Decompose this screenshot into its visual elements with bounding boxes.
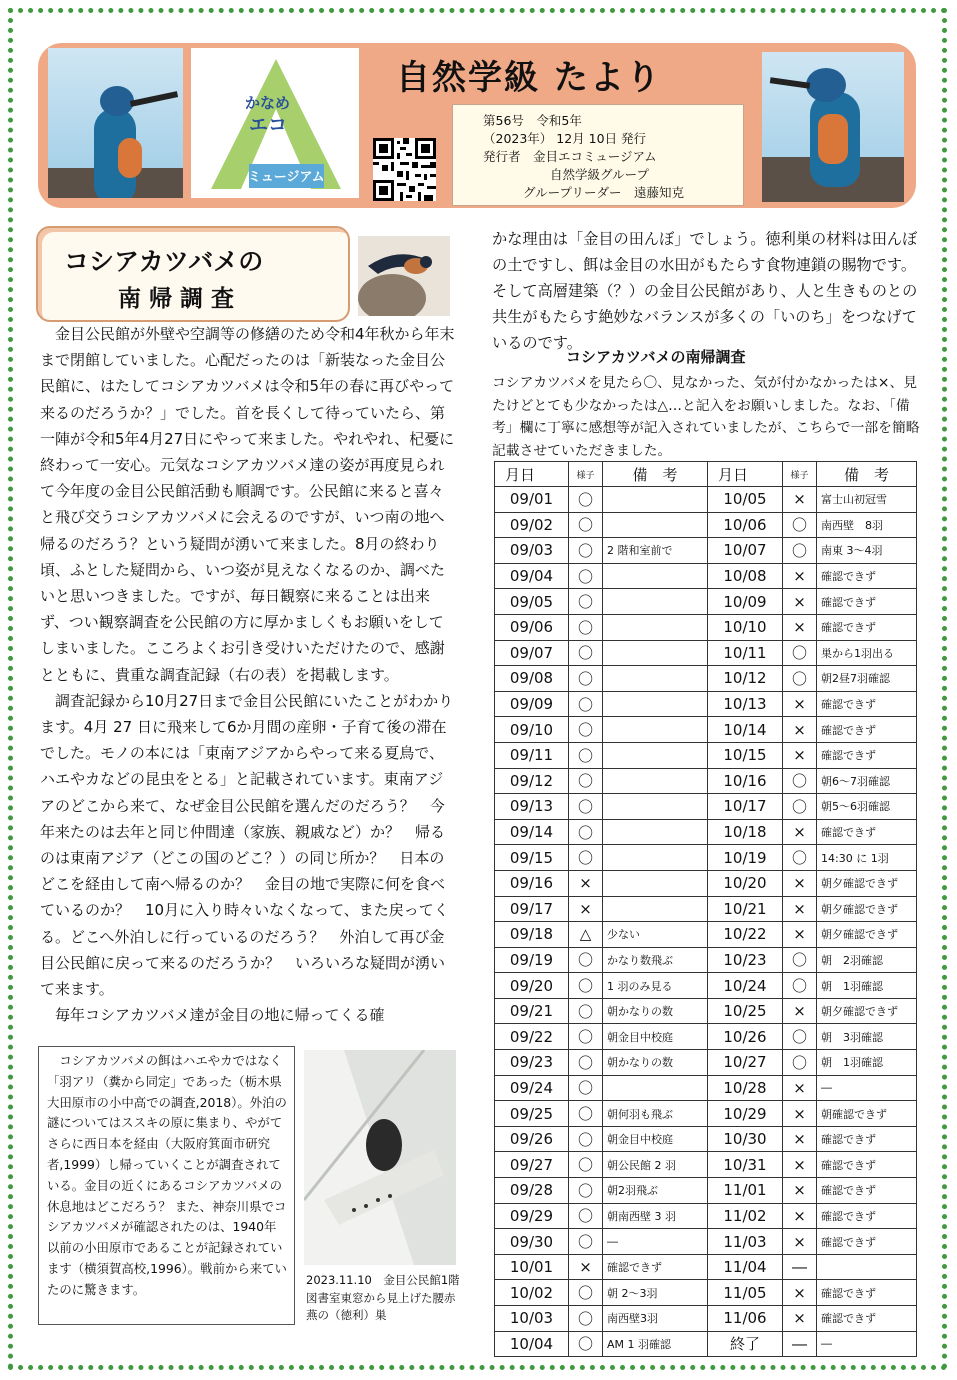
row-date: 09/09 <box>495 691 569 717</box>
row-remark <box>603 563 708 589</box>
row-status: 〇 <box>569 1126 603 1152</box>
row-date: 11/04 <box>708 1254 783 1280</box>
row-status: 〇 <box>569 1306 603 1332</box>
row-date: 09/21 <box>495 998 569 1024</box>
row-date: 09/06 <box>495 614 569 640</box>
row-remark: 朝 3羽確認 <box>817 1024 917 1050</box>
row-remark: 富士山初冠雪 <box>817 487 917 513</box>
row-status: 〇 <box>569 614 603 640</box>
row-date: 10/31 <box>708 1152 783 1178</box>
article-body <box>40 321 455 1028</box>
newsletter-title: 自然学級 たより <box>396 58 662 98</box>
table-row <box>495 538 917 564</box>
row-status: × <box>783 870 817 896</box>
qr-code[interactable] <box>373 138 436 201</box>
row-remark: 確認できず <box>817 1126 917 1152</box>
row-status: 〇 <box>569 742 603 768</box>
row-status: × <box>783 1152 817 1178</box>
row-remark: 2 階和室前で <box>603 538 708 564</box>
row-remark: 確認できず <box>817 691 917 717</box>
row-remark <box>603 1075 708 1101</box>
row-date: 09/16 <box>495 870 569 896</box>
row-status: 〇 <box>783 768 817 794</box>
row-remark: 巣から1羽出る <box>817 640 917 666</box>
table-row <box>495 947 917 973</box>
row-date: 09/05 <box>495 589 569 615</box>
table-row <box>495 896 917 922</box>
group-name: 自然学級グループ <box>550 167 650 182</box>
table-row <box>495 870 917 896</box>
row-remark: 朝 1羽確認 <box>817 1050 917 1076</box>
table-row <box>495 512 917 538</box>
logo-text-museum: ミュージアム <box>248 170 325 185</box>
row-remark <box>603 742 708 768</box>
row-date: 10/01 <box>495 1254 569 1280</box>
header-remarks: 備 考 <box>603 462 708 487</box>
row-date: 10/28 <box>708 1075 783 1101</box>
row-status: × <box>783 589 817 615</box>
row-status: 〇 <box>783 845 817 871</box>
table-row <box>495 691 917 717</box>
row-status: 〇 <box>783 538 817 564</box>
header-date: 月日 <box>708 462 783 487</box>
table-row <box>495 1280 917 1306</box>
row-status: 〇 <box>569 794 603 820</box>
row-date: 09/18 <box>495 922 569 948</box>
row-status: 〇 <box>569 973 603 999</box>
row-date: 10/20 <box>708 870 783 896</box>
row-date: 09/27 <box>495 1152 569 1178</box>
nest-photo <box>304 1050 456 1265</box>
row-remark: 朝かなりの数 <box>603 998 708 1024</box>
row-remark <box>603 666 708 692</box>
row-date: 10/02 <box>495 1280 569 1306</box>
row-remark <box>817 1254 917 1280</box>
row-date: 10/11 <box>708 640 783 666</box>
row-date: 09/12 <box>495 768 569 794</box>
publisher: 発行者 金目エコミュージアム <box>483 149 657 164</box>
row-status: 〇 <box>569 512 603 538</box>
row-status: 〇 <box>569 1178 603 1204</box>
table-row <box>495 819 917 845</box>
row-remark <box>603 589 708 615</box>
row-date: 10/17 <box>708 794 783 820</box>
row-status: 〇 <box>783 640 817 666</box>
row-date: 10/30 <box>708 1126 783 1152</box>
row-remark: 14:30 に 1羽 <box>817 845 917 871</box>
table-row <box>495 614 917 640</box>
row-date: 09/02 <box>495 512 569 538</box>
table-row <box>495 998 917 1024</box>
row-remark: 確認できず <box>817 742 917 768</box>
row-status: × <box>783 691 817 717</box>
row-date: 10/19 <box>708 845 783 871</box>
row-remark: ― <box>603 1229 708 1255</box>
table-row <box>495 1331 917 1357</box>
row-date: 11/01 <box>708 1178 783 1204</box>
row-status: 〇 <box>569 819 603 845</box>
article-title-box <box>36 226 350 322</box>
row-status: × <box>783 1229 817 1255</box>
table-row <box>495 922 917 948</box>
row-status: × <box>569 896 603 922</box>
row-date: 10/29 <box>708 1101 783 1127</box>
row-date: 10/03 <box>495 1306 569 1332</box>
row-status: × <box>783 1075 817 1101</box>
row-remark: 確認できず <box>603 1254 708 1280</box>
row-date: 09/10 <box>495 717 569 743</box>
row-status: 〇 <box>569 1331 603 1357</box>
table-row <box>495 1178 917 1204</box>
row-date: 10/16 <box>708 768 783 794</box>
row-status: ― <box>783 1331 817 1357</box>
table-row <box>495 845 917 871</box>
row-remark: 朝金目中校庭 <box>603 1024 708 1050</box>
table-row <box>495 717 917 743</box>
row-date: 09/04 <box>495 563 569 589</box>
row-date: 11/03 <box>708 1229 783 1255</box>
row-remark <box>603 819 708 845</box>
row-remark: 朝金目中校庭 <box>603 1126 708 1152</box>
row-status: 〇 <box>569 1101 603 1127</box>
row-remark: 朝確認できず <box>817 1101 917 1127</box>
table-row <box>495 487 917 513</box>
row-remark: 確認できず <box>817 819 917 845</box>
row-date: 10/25 <box>708 998 783 1024</box>
row-remark: かなり数飛ぶ <box>603 947 708 973</box>
logo-text-kaname: かなめ <box>245 94 291 112</box>
row-remark: 南西壁 8羽 <box>817 512 917 538</box>
row-remark: 朝2羽飛ぶ <box>603 1178 708 1204</box>
row-status: 〇 <box>783 794 817 820</box>
row-status: 〇 <box>569 1229 603 1255</box>
sidebar-note-text: コシアカツバメの餌はハエやカではなく「羽アリ（糞から同定」であった（栃木県大田原市の小中高での調査,2018）。外泊の謎についてはススキの原に集まり、やがてさらに西日本を経由（大阪府箕面市研究者,1999）し帰っていくことが調査されている。金目の近くにあるコシアカツバメの休息地はどこだろう？ また、神奈川県でコシアカツバメが確認されたのは、1940年以前の小田原市であることが記録されています（横須賀高校,1996）。戦前から来ていたのに驚きます。 <box>47 1053 287 1297</box>
row-date: 09/15 <box>495 845 569 871</box>
row-date: 10/15 <box>708 742 783 768</box>
row-status: 〇 <box>783 666 817 692</box>
row-date: 10/06 <box>708 512 783 538</box>
row-remark <box>603 768 708 794</box>
row-status: 〇 <box>569 998 603 1024</box>
row-remark: 朝6～7羽確認 <box>817 768 917 794</box>
row-remark: 確認できず <box>817 563 917 589</box>
row-remark <box>603 691 708 717</box>
swallow-nest-photo <box>358 236 450 316</box>
row-status: × <box>783 819 817 845</box>
row-status: × <box>783 717 817 743</box>
row-remark: 確認できず <box>817 1229 917 1255</box>
row-date: 10/12 <box>708 666 783 692</box>
row-status: × <box>783 998 817 1024</box>
row-status: 〇 <box>569 487 603 513</box>
row-date: 10/23 <box>708 947 783 973</box>
row-remark: 朝夕確認できず <box>817 998 917 1024</box>
row-remark: ― <box>817 1075 917 1101</box>
row-remark: 少ない <box>603 922 708 948</box>
row-date: 09/25 <box>495 1101 569 1127</box>
row-remark: ― <box>817 1331 917 1357</box>
row-date: 09/08 <box>495 666 569 692</box>
table-row <box>495 768 917 794</box>
row-status: 〇 <box>569 589 603 615</box>
group-leader: グループリーダー 遠藤知克 <box>523 185 685 200</box>
row-remark: 確認できず <box>817 1178 917 1204</box>
row-date: 09/17 <box>495 896 569 922</box>
row-date: 10/14 <box>708 717 783 743</box>
row-status: × <box>783 742 817 768</box>
row-remark: 朝何羽も飛ぶ <box>603 1101 708 1127</box>
row-date: 10/05 <box>708 487 783 513</box>
table-row <box>495 589 917 615</box>
table-row <box>495 1152 917 1178</box>
row-status: 〇 <box>569 1280 603 1306</box>
row-status: × <box>569 870 603 896</box>
row-status: 〇 <box>783 973 817 999</box>
row-date: 終了 <box>708 1331 783 1357</box>
row-date: 11/06 <box>708 1306 783 1332</box>
row-date: 10/04 <box>495 1331 569 1357</box>
row-remark: 南東 3～4羽 <box>817 538 917 564</box>
row-date: 10/13 <box>708 691 783 717</box>
row-remark: 朝夕確認できず <box>817 896 917 922</box>
kingfisher-photo-right <box>762 52 904 202</box>
row-remark <box>603 870 708 896</box>
header-date: 月日 <box>495 462 569 487</box>
table-row <box>495 666 917 692</box>
row-date: 10/27 <box>708 1050 783 1076</box>
row-status: 〇 <box>783 512 817 538</box>
issue-number: 第56号 令和5年 <box>483 113 582 128</box>
table-heading: コシアカツバメの南帰調査 <box>566 348 746 366</box>
row-date: 11/05 <box>708 1280 783 1306</box>
row-date: 09/11 <box>495 742 569 768</box>
row-remark <box>603 614 708 640</box>
row-date: 11/02 <box>708 1203 783 1229</box>
row-status: × <box>783 896 817 922</box>
table-row <box>495 794 917 820</box>
header-status: 様子 <box>569 462 603 487</box>
table-header-row <box>495 462 917 487</box>
row-remark <box>603 896 708 922</box>
row-status: × <box>783 1203 817 1229</box>
row-status: × <box>783 1126 817 1152</box>
row-status: ― <box>783 1254 817 1280</box>
row-date: 09/19 <box>495 947 569 973</box>
row-remark: 確認できず <box>817 717 917 743</box>
row-status: 〇 <box>569 1152 603 1178</box>
row-status: 〇 <box>783 947 817 973</box>
row-remark: 確認できず <box>817 1152 917 1178</box>
logo-text-eco: エコ <box>249 114 288 136</box>
table-row <box>495 1203 917 1229</box>
row-remark: 確認できず <box>817 589 917 615</box>
table-row <box>495 1050 917 1076</box>
table-row <box>495 563 917 589</box>
row-date: 09/24 <box>495 1075 569 1101</box>
row-remark <box>603 845 708 871</box>
table-row <box>495 1229 917 1255</box>
issue-info-box <box>452 104 744 206</box>
row-date: 09/26 <box>495 1126 569 1152</box>
row-status: × <box>783 1280 817 1306</box>
row-remark: AM 1 羽確認 <box>603 1331 708 1357</box>
row-date: 09/30 <box>495 1229 569 1255</box>
row-remark <box>603 487 708 513</box>
row-status: 〇 <box>569 691 603 717</box>
article-title-line1: コシアカツバメの <box>64 247 264 276</box>
row-remark: 朝公民館 2 羽 <box>603 1152 708 1178</box>
row-status: 〇 <box>569 1203 603 1229</box>
row-status: 〇 <box>569 1050 603 1076</box>
issue-date: （2023年） 12月 10日 発行 <box>483 131 647 146</box>
row-remark: 朝2昼7羽確認 <box>817 666 917 692</box>
row-remark <box>603 717 708 743</box>
row-date: 10/24 <box>708 973 783 999</box>
row-remark <box>603 512 708 538</box>
row-date: 10/09 <box>708 589 783 615</box>
row-status: × <box>783 1178 817 1204</box>
row-status: × <box>783 1101 817 1127</box>
row-remark: 朝夕確認できず <box>817 922 917 948</box>
row-date: 10/08 <box>708 563 783 589</box>
row-remark: 朝 2～3羽 <box>603 1280 708 1306</box>
row-date: 09/22 <box>495 1024 569 1050</box>
row-status: 〇 <box>783 1050 817 1076</box>
row-status: × <box>783 922 817 948</box>
table-row <box>495 1306 917 1332</box>
table-intro <box>492 372 922 462</box>
sidebar-note <box>47 1051 287 1301</box>
row-date: 09/20 <box>495 973 569 999</box>
row-remark: 1 羽のみ見る <box>603 973 708 999</box>
row-remark: 朝かなりの数 <box>603 1050 708 1076</box>
row-date: 09/23 <box>495 1050 569 1076</box>
row-date: 09/28 <box>495 1178 569 1204</box>
header-status: 様子 <box>783 462 817 487</box>
row-remark: 朝 2羽確認 <box>817 947 917 973</box>
kingfisher-photo-left <box>48 48 183 198</box>
row-date: 09/01 <box>495 487 569 513</box>
row-status: 〇 <box>569 1024 603 1050</box>
row-date: 09/13 <box>495 794 569 820</box>
article-title-line2: 南 帰 調 査 <box>118 286 235 312</box>
row-status: × <box>783 563 817 589</box>
row-date: 10/26 <box>708 1024 783 1050</box>
row-status: × <box>783 614 817 640</box>
row-date: 10/18 <box>708 819 783 845</box>
row-status: 〇 <box>569 768 603 794</box>
row-status: 〇 <box>569 563 603 589</box>
row-remark: 確認できず <box>817 1280 917 1306</box>
nest-photo-caption: 2023.11.10 金目公民館1階図書室東窓から見上げた腰赤燕の（徳利）巣 <box>306 1273 460 1322</box>
table-row <box>495 742 917 768</box>
row-status: × <box>569 1254 603 1280</box>
row-remark <box>603 794 708 820</box>
row-remark: 確認できず <box>817 1203 917 1229</box>
row-remark: 確認できず <box>817 1306 917 1332</box>
article-paragraph: 金目公民館が外壁や空調等の修繕のため令和4年秋から年末まで閉館していました。心配だったのは「新装なった金目公民館に、はたしてコシアカツバメは令和5年の春に再びやって来るのだろうか？」でした。首を長くして待っていたら、第一陣が令和5年4月27日にやって来ました。やれやれ、杞憂に終わって一安心。元気なコシアカツバメ達の姿が再度見られて今年度の金目公民館活動も順調です。公民館に来ると喜々と飛び交うコシアカツバメに会えるのですが、いつ南の地へ帰るのだろう？という疑問が湧いて来ました。8月の終わり頃、ふとした疑問から、いつ姿が見えなくなるのか、調べたいと思いつきました。ですが、毎日観察に来ることは出来ず、つい観察調査を公民館の方に厚かましくもお願いをしてしまいました。こころよくお引き受けいただけたので、感謝とともに、貴重な調査記録（右の表）を掲載します。 <box>40 325 455 684</box>
museum-logo <box>191 48 359 198</box>
row-status: 〇 <box>569 640 603 666</box>
row-date: 10/22 <box>708 922 783 948</box>
row-remark: 確認できず <box>817 614 917 640</box>
row-status: 〇 <box>569 947 603 973</box>
row-date: 09/03 <box>495 538 569 564</box>
row-date: 09/29 <box>495 1203 569 1229</box>
article-continued-text: かな理由は「金目の田んぼ」でしょう。徳利巣の材料は田んぼの土ですし、餌は金目の水田がもたらす食物連鎖の賜物です。そして高層建築（？）の金目公民館があり、人と生きものとの共生がもたらす絶妙なバランスが多くの「いのち」をつなげているのです。 <box>492 230 918 352</box>
row-status: × <box>783 487 817 513</box>
row-date: 10/07 <box>708 538 783 564</box>
row-remark: 朝夕確認できず <box>817 870 917 896</box>
survey-table <box>494 461 917 1357</box>
row-remark: 朝 1羽確認 <box>817 973 917 999</box>
article-paragraph: 調査記録から10月27日まで金目公民館にいたことがわかります。4月 27 日に飛来して6か月間の産卵・子育て後の滞在でした。モノの本には「東南アジアからやって来る夏鳥で、ハエやカなどの昆虫をとる」と記載されています。東南アジアのどこから来て、なぜ金目公民館を選んだのだろう？ 今年来たのは去年と同じ仲間達（家族、親戚など）か？ 帰るのは東南アジア（どこの国のどこ？）の同じ所か？ 日本のどこを経由して南へ帰るのか？ 金目の地で実際に何を食べているのか？ 10月に入り時々いなくなって、また戻ってくる。どこへ外泊しに行っているのだろう？ 外泊して再び金目公民館に戻って来るのだろうか？ いろいろな疑問が湧いて来ます。 <box>40 691 454 999</box>
row-status: 〇 <box>569 1075 603 1101</box>
row-date: 10/21 <box>708 896 783 922</box>
table-row <box>495 1254 917 1280</box>
table-intro-text: コシアカツバメを見たら〇、見なかった、気が付かなかったは×、見たけどとても少なかったは△…と記入をお願いしました。なお、「備考」欄に丁寧に感想等が記入されていましたが、こちらで一部を簡略記載させていただきました。 <box>492 375 920 459</box>
table-row <box>495 640 917 666</box>
row-status: 〇 <box>569 538 603 564</box>
row-status: △ <box>569 922 603 948</box>
header-remarks: 備 考 <box>817 462 917 487</box>
row-remark: 朝5～6羽確認 <box>817 794 917 820</box>
table-row <box>495 1024 917 1050</box>
article-paragraph: 毎年コシアカツバメ達が金目の地に帰ってくる確 <box>55 1006 385 1025</box>
row-date: 09/14 <box>495 819 569 845</box>
sidebar-note-box <box>38 1046 295 1325</box>
row-status: 〇 <box>569 845 603 871</box>
row-remark: 南西壁3羽 <box>603 1306 708 1332</box>
row-status: 〇 <box>569 666 603 692</box>
article-continued <box>492 226 922 356</box>
table-row <box>495 1126 917 1152</box>
row-status: 〇 <box>569 717 603 743</box>
row-date: 09/07 <box>495 640 569 666</box>
row-date: 10/10 <box>708 614 783 640</box>
row-status: × <box>783 1306 817 1332</box>
table-row <box>495 973 917 999</box>
row-remark: 朝南西壁 3 羽 <box>603 1203 708 1229</box>
table-row <box>495 1101 917 1127</box>
row-remark <box>603 640 708 666</box>
table-row <box>495 1075 917 1101</box>
row-status: 〇 <box>783 1024 817 1050</box>
